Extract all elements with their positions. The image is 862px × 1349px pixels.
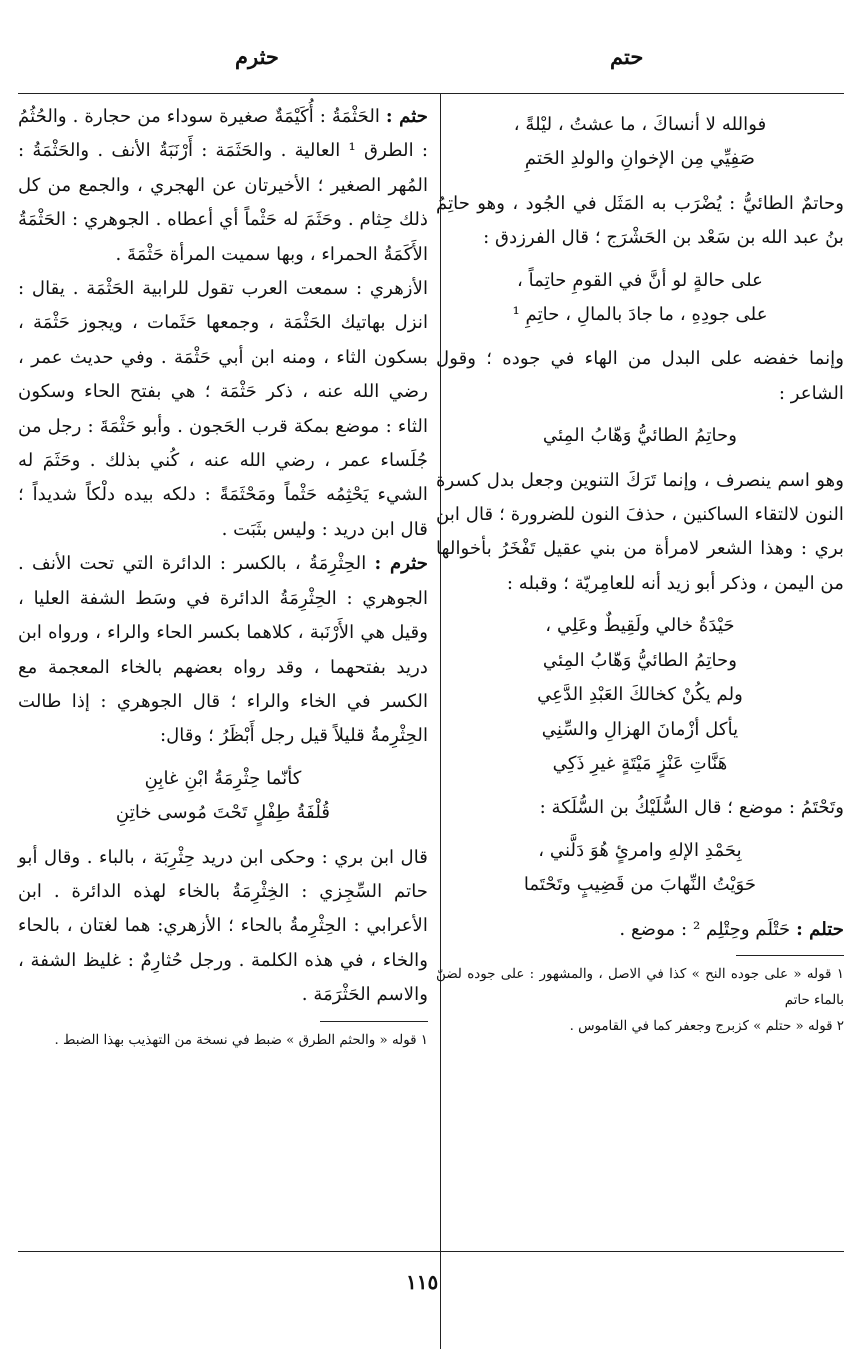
footnote: ١ قوله « والحثم الطرق » ضبط في نسخة من التهذيب بهذا الضبط . [54,1032,428,1048]
entry-headword: حتلم : [796,918,844,940]
entry-body: حَتْلَم وحِتْلِم ² : موضع . [619,918,791,940]
verse-block [436,108,844,177]
paragraph: وإنما خفضه على البدل من الهاء في جوده ؛ وقول الشاعر : [436,348,844,404]
paragraph: قال ابن بري : وحكى ابن دريد حِثْرِبَة ، بالباء . وقال أبو حاتم السِّجِزي : الخِثْرِمَةُ بالخاء لهذه الدائرة . ابن الأعرابي : الحِثْرِمةُ بالحاء ؛ الأزهري: هما لغتان ، بالحاء والخاء ، في هذه الكلمة . ورجل حُثارِمٌ : غليظ الشفة ، والاسم الحَثْرَمَة . [18,846,428,1006]
verse-line: على حالةٍ لو أنَّ في القومِ حاتِماً ، [516,269,763,291]
running-header-right: حتم [610,44,644,69]
verse-line: صَفِيِّي مِن الإخوانِ والولدِ الحَتمِ [524,148,756,170]
verse-block [436,609,844,781]
entry-body: الحِثْرِمَةُ ، بالكسر : الدائرة التي تحت الأنف . الجوهري : الحِثْرِمَةُ الدائرة في وسَط الشفة العليا ، وقيل هي الأَرْنَبة ، كلاهما بكسر الحاء والراء ، ورواه ابن دريد بفتحهما ، وقد رواه بعضهم بالخاء المعجمة مع الكسر في الخاء والراء ؛ قال الجوهري : إذا طالت الحِثْرِمةُ قليلاً قيل رجل أَبْظَرُ ؛ وقال: [18,553,428,747]
verse-block [436,419,844,453]
paragraph: الأزهري : سمعت العرب تقول للرابية الحَثْمَة . يقال : انزل بهاتيك الحَثْمَة ، وجمعها حَثَمات ، ويجوز حَثْمَة ، بسكون الثاء ، ومنه ابن أبي حَثْمَة . وفي حديث عمر ، رضي الله عنه ، ذكر حَثْمَة ؛ هي بفتح الحاء وسكون الثاء : موضع بمكة قرب الحَجون . وأبو حَثْمَةَ : رجل من جُلَساء عمر ، رضي الله عنه ، كُني بذلك . وحَثَمَ له الشيء يَحْثِمُه حَثْماً ومَحْثَمَةً : دلكه بيده دلْكاً شديداً ؛ قال ابن دريد : وليس بثَبَت . [18,278,428,540]
verse-line: حَيْدَةُ خالي ولَقِيطٌ وعَلِي ، [545,615,735,637]
verse-line: وحاتِمُ الطائيُّ وَهّابُ المِئي [542,649,738,671]
verse-block [436,264,844,333]
verse-line: حَوَيْتُ النِّهابَ من قَضِيبٍ وتَحْتَما [523,874,757,896]
verse-block [18,762,428,831]
footnote: ٢ قوله « حتلم » كزبرج وجعفر كما في القاموس . [569,1018,844,1034]
footnote: ١ قوله « على جوده النح » كذا في الاصل ، والمشهور : على جوده لضنّ بالماء حاتم [436,966,844,1008]
verse-line: يأكل أزْمانَ الهزالِ والسِّنِي [541,718,739,740]
verse-line: على جودِهِ ، ما جادَ بالمالِ ، حاتِمِ ¹ [512,304,768,326]
entry-headword: حثرم : [374,553,428,575]
entry-headword: حثم : [385,106,428,127]
footnote-rule [320,1021,428,1022]
verse-line: بِحَمْدِ الإلهِ وامرئٍ هُوَ دَلَّني ، [538,839,742,861]
verse-line: ولم يكُنْ كخالكَ العَبْدِ الدَّعِي [537,684,743,706]
left-column [18,100,428,1054]
paragraph: وهو اسم ينصرف ، وإنما تَرَكَ التنوين وجعل بدل كسرة النون لالتقاء الساكنين ، حذفَ النون للضرورة ؛ قال ابن بري : وهذا الشعر لامرأة من بني عقيل تَفْخَرُ بأخوالها من اليمن ، وذكر أبو زيد أنه للعامِريّة ؛ وقبله : [436,469,844,594]
entry-paragraph [18,547,428,753]
verse-line: فوالله لا أنساكَ ، ما عشتُ ، ليْلةً ، [513,114,767,135]
running-header-left: حثرم [235,44,279,69]
entry-paragraph [18,100,428,272]
verse-block [436,834,844,903]
page-number: ١١٥ [406,1270,439,1294]
header-rule [18,93,844,94]
paragraph: وحاتمٌ الطائيُّ : يُضْرَب به المَثَل في الجُود ، وهو حاتِمُ بنُ عبد الله بن سَعْد بن الحَشْرَج ؛ قال الفرزدق : [436,192,844,249]
paragraph: وتَحْتَمُ : موضع ؛ قال السُّلَيْكُ بن السُّلَكة : [539,797,844,819]
verse-line: قُلْفَةُ طِفْلٍ تَحْتَ مُوسى خاتِنِ [115,802,331,824]
verse-line: كأنّما حِثْرِمَةُ ابْنِ غابِنِ [144,767,302,789]
verse-line: وحاتِمُ الطائيُّ وَهّابُ المِئي [542,425,738,447]
entry-paragraph [436,913,844,947]
verse-line: هَنَّاتِ عَنْزٍ مَيْتَةٍ غيرِ ذَكِي [552,752,728,774]
right-column [436,100,844,1040]
entry-body: الحَثْمَةُ : أُكَيْمَةٌ صغيرة سوداء من حجارة . والحُثُمُ : الطرق ¹ العالية . والحَثَمَة : أَرْنَبَةُ الأنف . والحَثْمَةُ : المُهر الصغير ؛ الأخيرتان عن الهجري ، والجمع من كل ذلك حِثام . وحَثَمَ له حَثْماً أي أعطاه . الجوهري : الحَثْمَةُ الأَكَمَةُ الحمراء ، وبها سميت المرأة حَثْمَةَ . [18,106,428,265]
footer-rule [18,1251,844,1252]
footnote-rule [736,955,844,956]
